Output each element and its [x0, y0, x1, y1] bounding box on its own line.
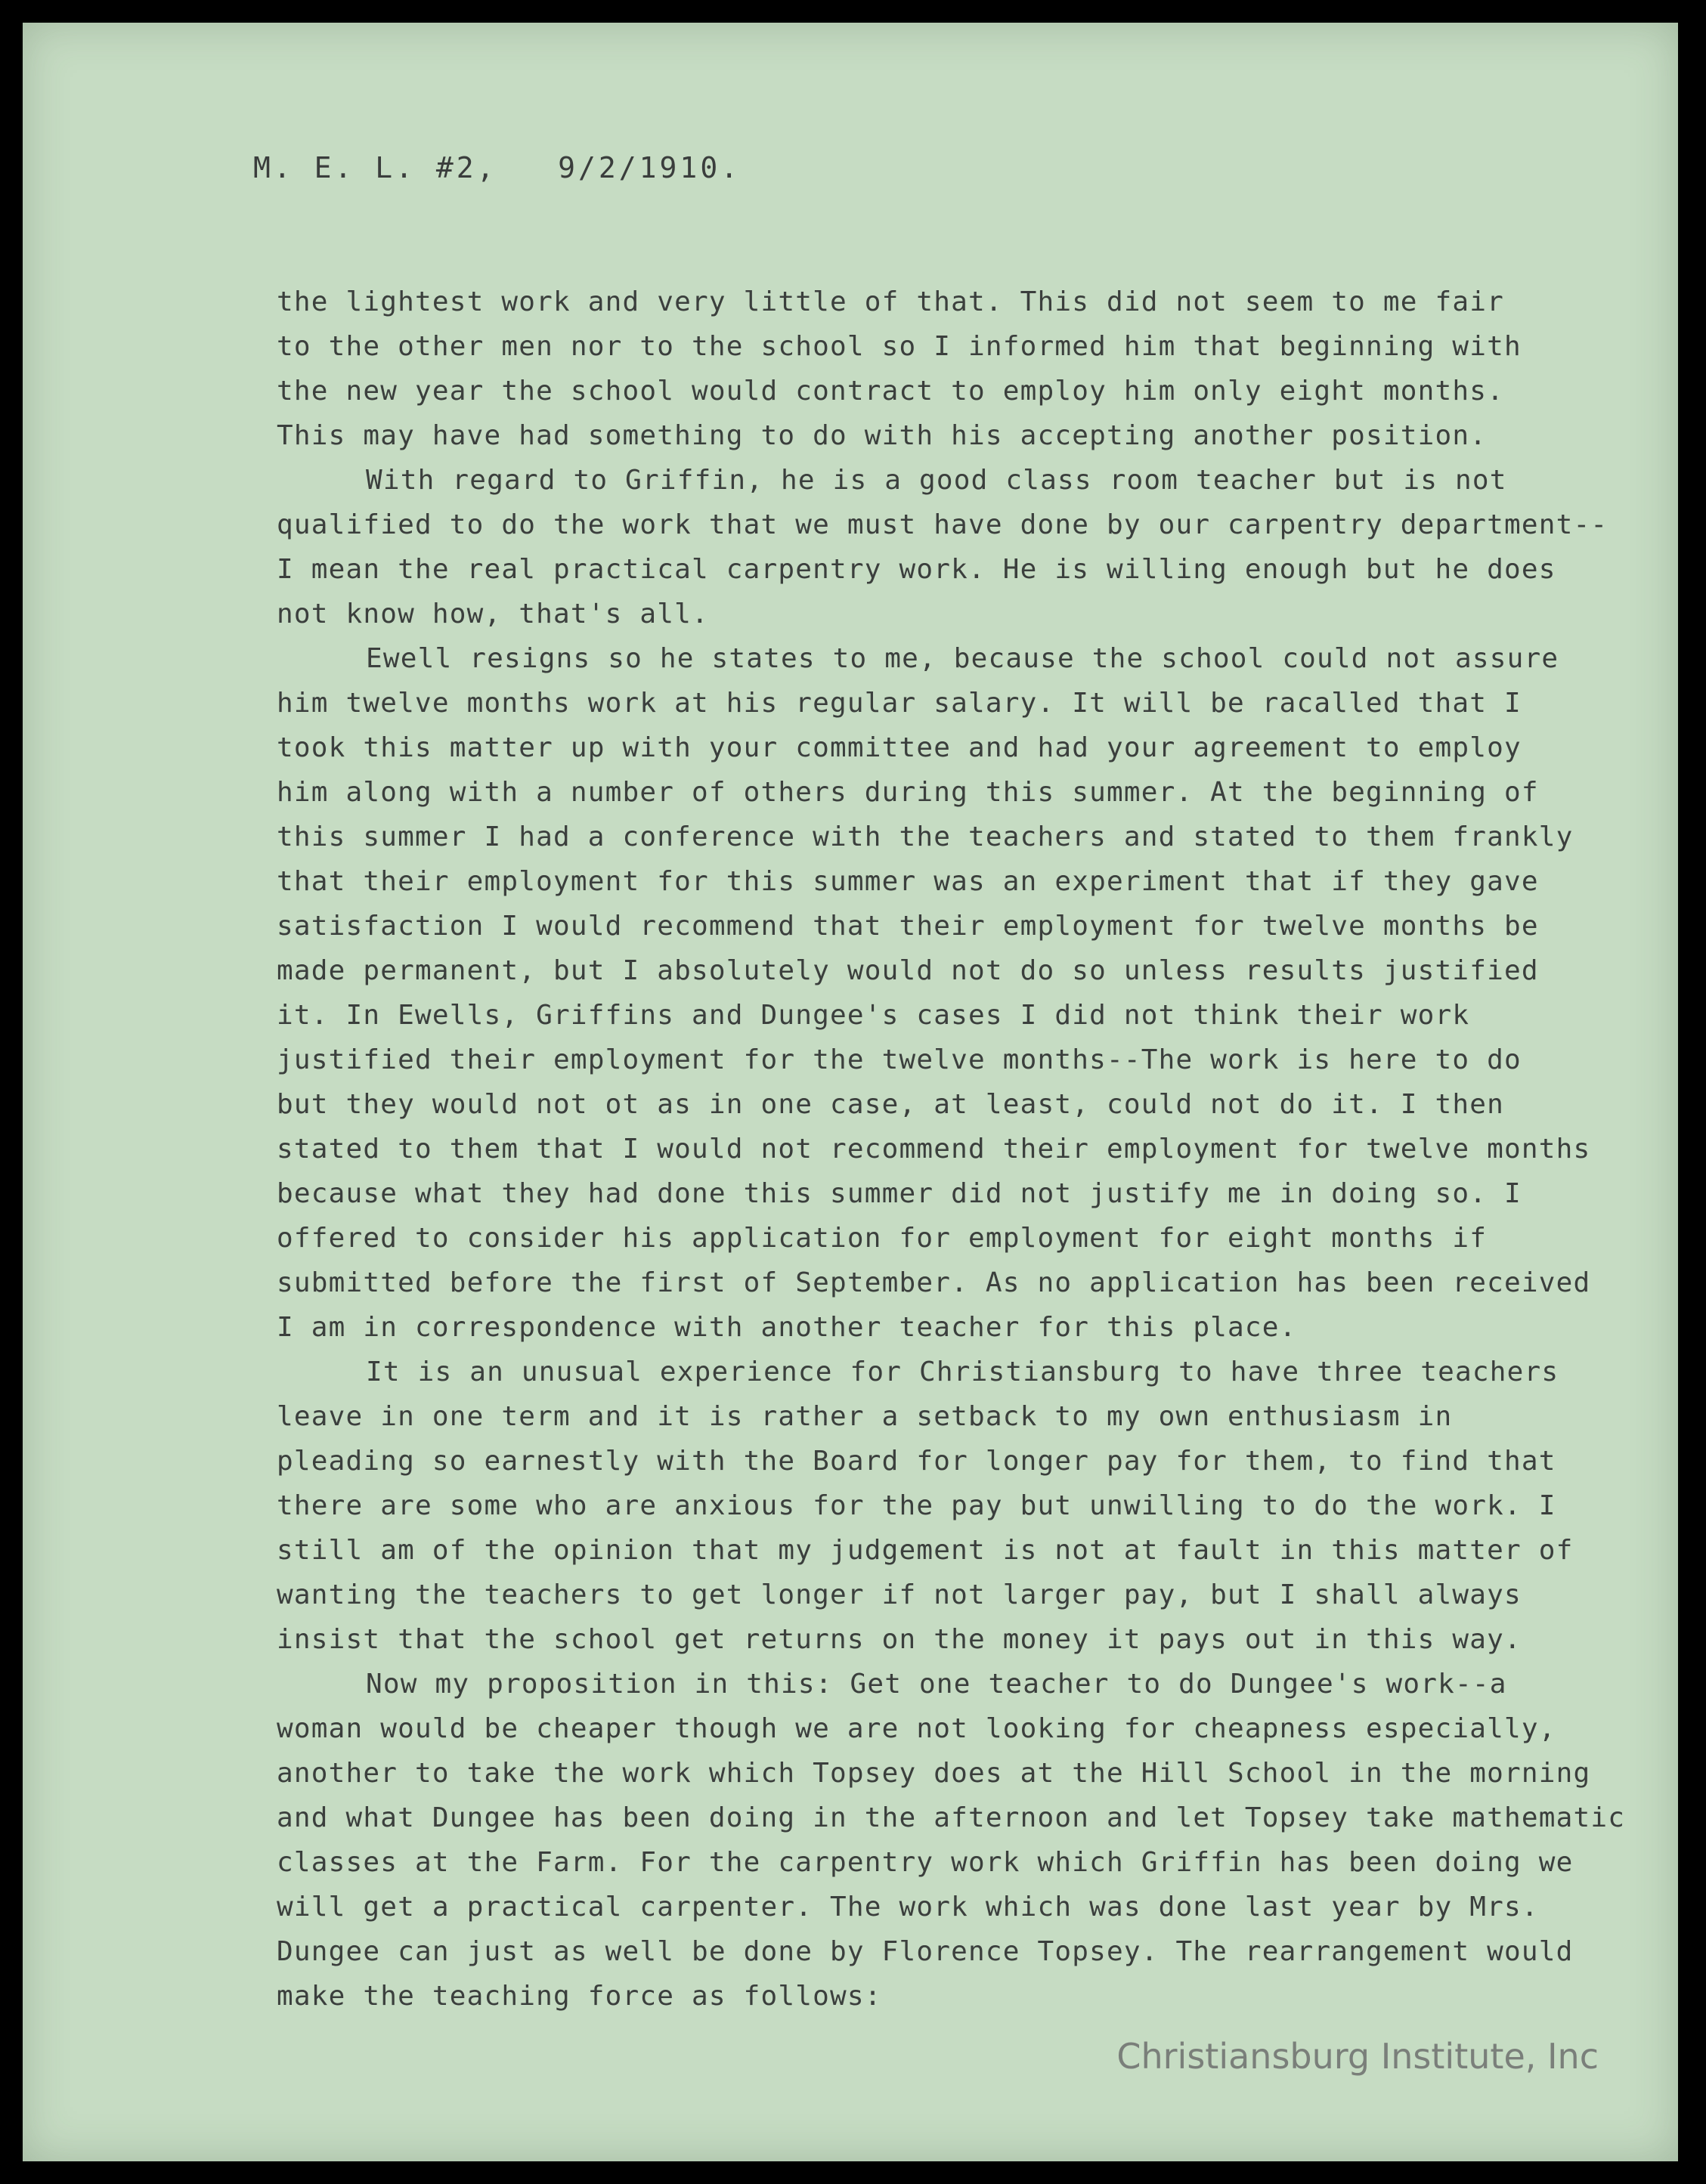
body-line: to the other men nor to the school so I informed him that beginning with — [277, 331, 1522, 362]
body-line: the lightest work and very little of that. This did not seem to me fair — [277, 286, 1505, 317]
body-line: still am of the opinion that my judgement is not at fault in this matter of — [277, 1535, 1574, 1566]
body-line: Dungee can just as well be done by Florence Topsey. The rearrangement would — [277, 1936, 1574, 1967]
body-line: not know how, that's all. — [277, 599, 709, 630]
body-line: qualified to do the work that we must have done by our carpentry department-- — [277, 509, 1608, 540]
body-line: insist that the school get returns on the money it pays out in this way. — [277, 1624, 1522, 1655]
body-line: make the teaching force as follows: — [277, 1981, 882, 2012]
body-line: stated to them that I would not recommend their employment for twelve months — [277, 1134, 1591, 1165]
body-line: justified their employment for the twelve months--The work is here to do — [277, 1044, 1522, 1075]
body-line: but they would not ot as in one case, at least, could not do it. I then — [277, 1089, 1505, 1120]
body-line: satisfaction I would recommend that their employment for twelve months be — [277, 911, 1539, 942]
body-line: pleading so earnestly with the Board for longer pay for them, to find that — [277, 1446, 1556, 1477]
body-line: him twelve months work at his regular salary. It will be racalled that I — [277, 688, 1522, 719]
body-line: leave in one term and it is rather a setback to my own enthusiasm in — [277, 1401, 1453, 1432]
body-line: it. In Ewells, Griffins and Dungee's cases I did not think their work — [277, 1000, 1470, 1031]
body-line: that their employment for this summer was an experiment that if they gave — [277, 866, 1539, 897]
body-line: woman would be cheaper though we are not looking for cheapness especially, — [277, 1713, 1556, 1744]
body-line: made permanent, but I absolutely would not do so unless results justified — [277, 955, 1539, 986]
body-line: Ewell resigns so he states to me, because the school could not assure — [366, 643, 1559, 674]
body-line: I am in correspondence with another teacher for this place. — [277, 1312, 1297, 1343]
body-line: wanting the teachers to get longer if not larger pay, but I shall always — [277, 1579, 1522, 1610]
body-line: took this matter up with your committee and had your agreement to employ — [277, 732, 1522, 763]
body-line: With regard to Griffin, he is a good class room teacher but is not — [366, 465, 1507, 496]
body-line: offered to consider his application for employment for eight months if — [277, 1223, 1488, 1254]
body-line: because what they had done this summer did not justify me in doing so. I — [277, 1178, 1522, 1209]
letter-body — [277, 280, 1625, 2018]
body-line: this summer I had a conference with the teachers and stated to them frankly — [277, 821, 1574, 852]
body-line: the new year the school would contract to employ him only eight months. — [277, 376, 1505, 407]
letter-header: M. E. L. #2, 9/2/1910. — [253, 151, 742, 184]
body-line: and what Dungee has been doing in the afternoon and let Topsey take mathematic — [277, 1802, 1626, 1833]
watermark: Christiansburg Institute, Inc — [1116, 2036, 1599, 2077]
letter-page — [23, 23, 1678, 2161]
body-line: will get a practical carpenter. The work which was done last year by Mrs. — [277, 1892, 1539, 1923]
body-line: another to take the work which Topsey does at the Hill School in the morning — [277, 1758, 1591, 1789]
body-line: It is an unusual experience for Christiansburg to have three teachers — [366, 1356, 1559, 1387]
body-line: This may have had something to do with his accepting another position. — [277, 420, 1488, 451]
body-line: him along with a number of others during this summer. At the beginning of — [277, 777, 1539, 808]
body-line: classes at the Farm. For the carpentry work which Griffin has been doing we — [277, 1847, 1574, 1878]
body-line: I mean the real practical carpentry work. He is willing enough but he does — [277, 554, 1556, 585]
body-line: Now my proposition in this: Get one teacher to do Dungee's work--a — [366, 1669, 1507, 1700]
body-line: submitted before the first of September. As no application has been received — [277, 1267, 1591, 1298]
body-line: there are some who are anxious for the pay but unwilling to do the work. I — [277, 1490, 1556, 1521]
